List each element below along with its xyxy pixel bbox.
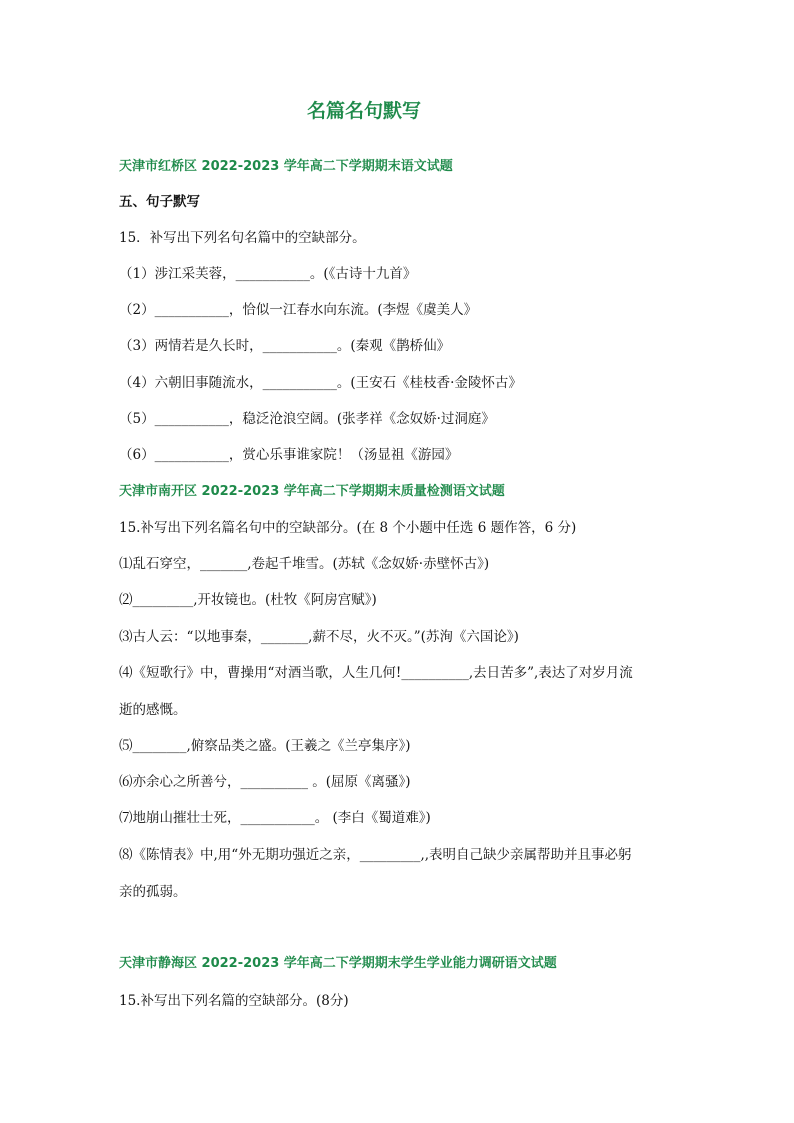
section-subheading: 五、句子默写 (119, 194, 200, 210)
question-item-continuation: 逝的感慨。 (119, 702, 187, 718)
question-item: ⑴乱石穿空，_______,卷起千堆雪。(苏轼《念奴娇·赤壁怀古》) (119, 556, 490, 572)
question-15-jinghai: 15.补写出下列名篇的空缺部分。(8分) (119, 993, 349, 1009)
question-item: ⑹亦余心之所善兮，__________ 。(屈原《离骚》) (119, 774, 411, 790)
question-item: （4）六朝旧事随流水，___________。(王安石《桂枝香·金陵怀古》 (119, 375, 522, 391)
question-item: ⑷《短歌行》中，曹操用“对酒当歌，人生几何!__________,去日苦多”,表达了对岁月流 (119, 665, 633, 681)
section-heading-nankai: 天津市南开区 2022-2023 学年高二下学期期末质量检测语文试题 (119, 484, 505, 499)
question-15-nankai: 15.补写出下列名篇名句中的空缺部分。(在 8 个小题中任选 6 题作答，6 分) (119, 520, 577, 536)
question-item: ⑺地崩山摧壮士死，___________。 (李白《蜀道难》) (119, 810, 431, 826)
section-heading-jinghai: 天津市静海区 2022-2023 学年高二下学期期末学生学业能力调研语文试题 (119, 956, 557, 971)
section-heading-hongqiao: 天津市红桥区 2022-2023 学年高二下学期期末语文试题 (119, 159, 453, 174)
question-item: （5）___________，稳泛沧浪空阔。(张孝祥《念奴娇·过洞庭》 (119, 411, 495, 427)
question-item: （6）___________，赏心乐事谁家院！（汤显祖《游园》 (119, 447, 459, 463)
page-title: 名篇名句默写 (306, 100, 421, 122)
question-item: （2）___________，恰似一江春水向东流。(李煜《虞美人》 (119, 302, 478, 318)
question-item: ⑵_________,开妆镜也。(杜牧《阿房宫赋》) (119, 592, 377, 608)
question-item: （1）涉江采芙蓉，___________。(《古诗十九首》 (119, 266, 417, 282)
question-item: ⑶古人云：“以地事秦，_______,薪不尽，火不灭。”(苏洵《六国论》) (119, 629, 519, 645)
question-item: （3）两情若是久长时，___________。(秦观《鹊桥仙》 (119, 338, 451, 354)
question-item: ⑸________,俯察品类之盛。(王羲之《兰亭集序》) (119, 738, 411, 754)
question-item: ⑻《陈情表》中,用“外无期功强近之亲，_________,,表明自己缺少亲属帮助并且事必躬 (119, 847, 632, 863)
question-15-hongqiao: 15．补写出下列名句名篇中的空缺部分。 (119, 230, 366, 246)
question-item-continuation: 亲的孤弱。 (119, 884, 187, 900)
